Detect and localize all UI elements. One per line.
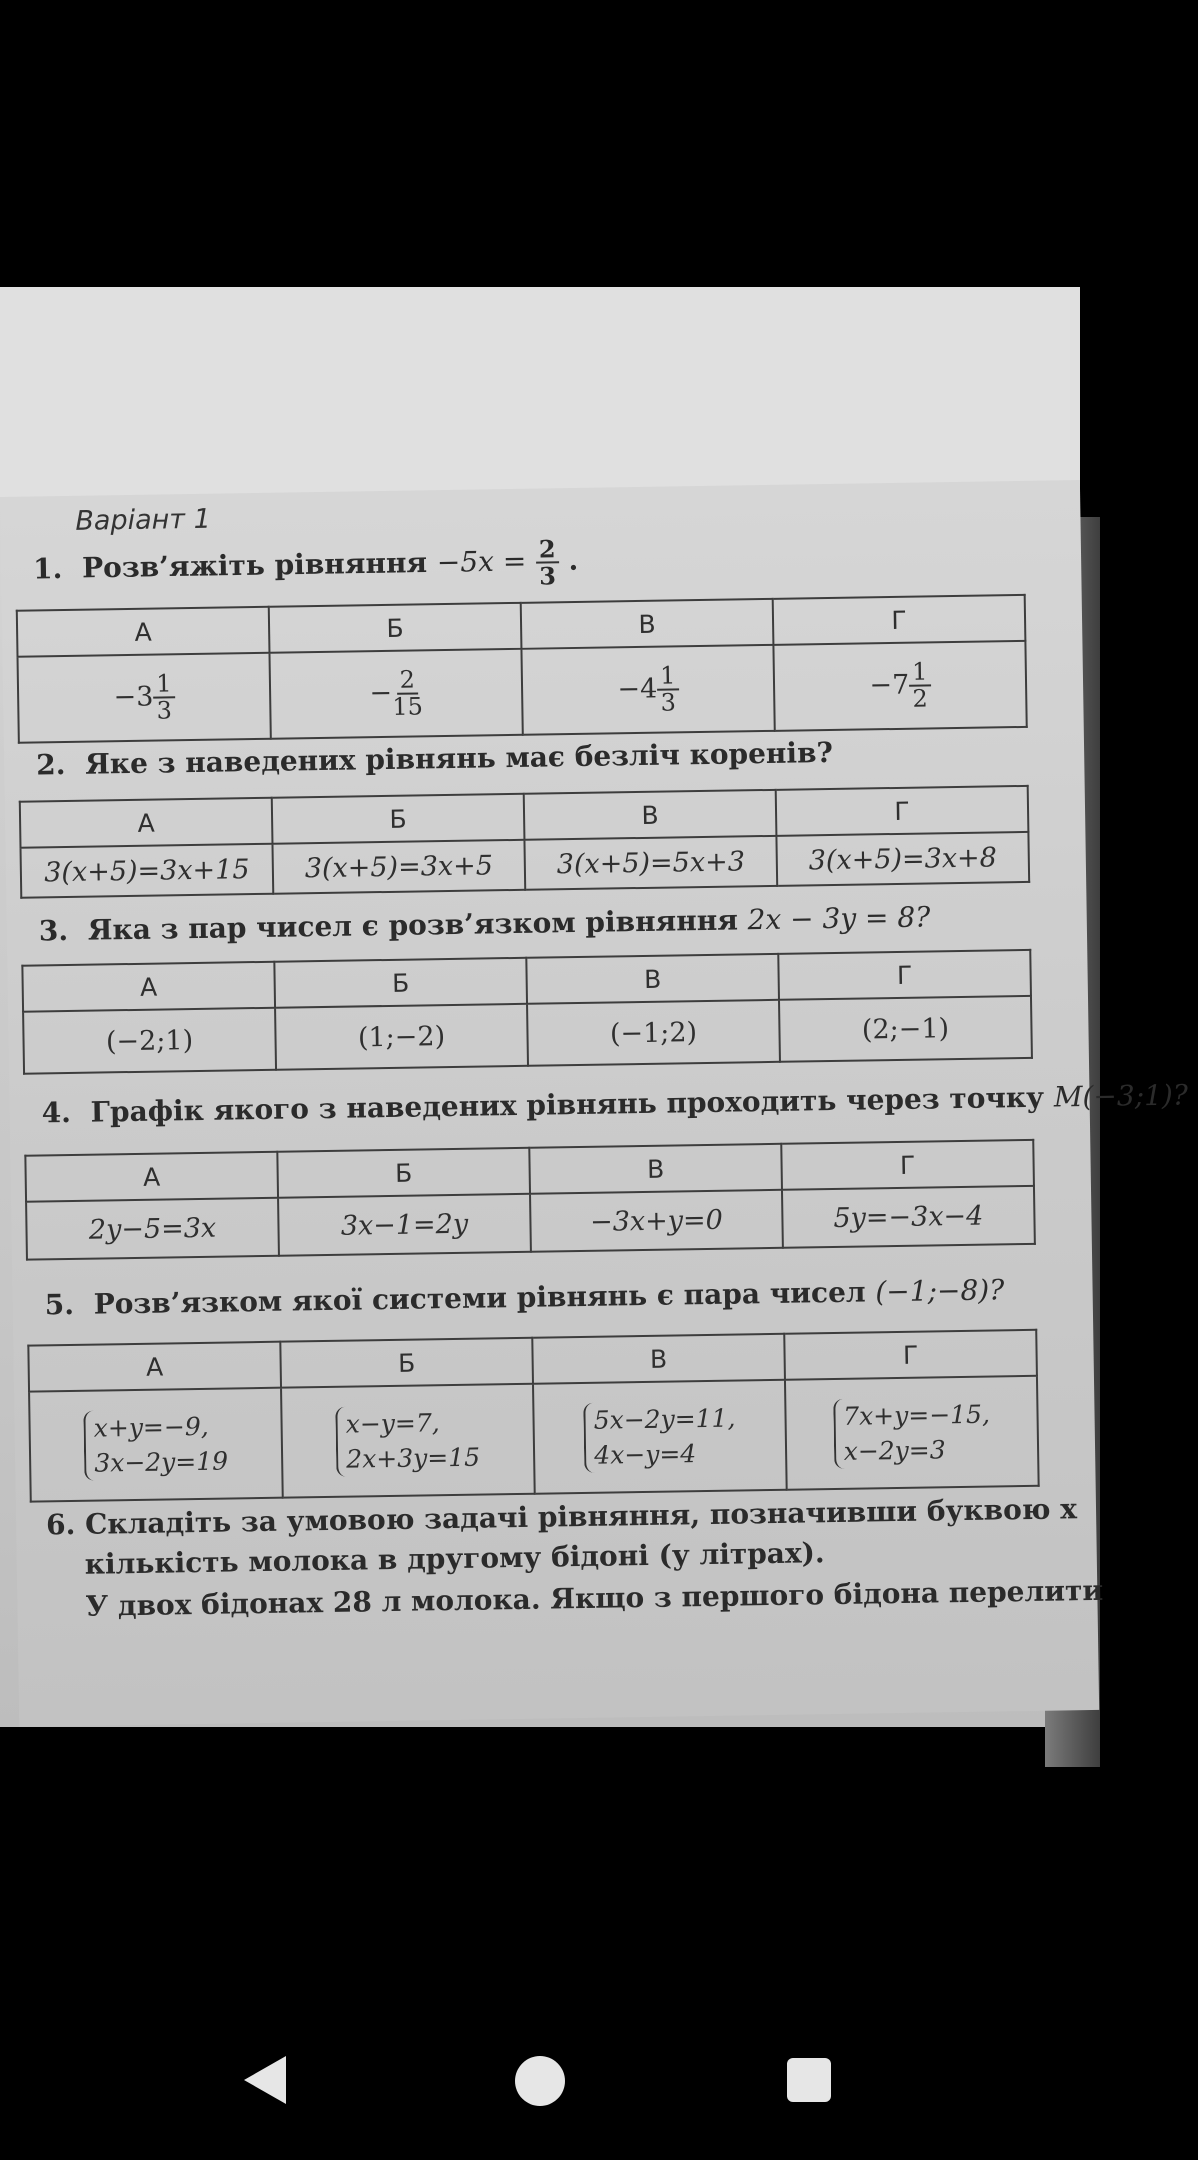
question-number: 3. (38, 913, 69, 948)
answer-table-2 (19, 785, 1030, 899)
option-header: Г (773, 595, 1026, 645)
question-text: Розв’яжіть рівняння (81, 545, 428, 585)
question-4 (41, 1078, 1188, 1129)
photo-area (0, 287, 1189, 1727)
question-math: M(−3;1)? (1053, 1078, 1189, 1114)
answer-option: 3(x+5)=3x+15 (21, 844, 274, 898)
answer-option: (1;−2) (275, 1004, 528, 1070)
option-header: Б (277, 1148, 530, 1198)
question-5 (44, 1273, 1004, 1321)
option-header: Г (778, 950, 1031, 1000)
equation-system: x−y=7, 2x+3y=15 (335, 1405, 480, 1477)
equation-system: 7x+y=−15, x−2y=3 (833, 1397, 991, 1469)
question-math: 2x − 3y = 8? (747, 900, 931, 937)
answer-option (29, 1388, 283, 1502)
question-text: Яке з наведених рівнянь має безліч коренів? (84, 735, 834, 781)
answer-option: (−2;1) (23, 1008, 276, 1074)
question-number: 2. (35, 748, 66, 782)
question-math: −5x = (436, 544, 527, 579)
option-header: Б (274, 958, 527, 1008)
question-math: (−1;−8)? (875, 1273, 1005, 1309)
option-header: Б (272, 794, 525, 844)
option-header: В (532, 1334, 785, 1384)
recent-apps-icon[interactable] (787, 2058, 831, 2102)
answer-option: (2;−1) (779, 996, 1032, 1062)
answer-option: 3x−1=2y (278, 1194, 531, 1256)
answer-table-5 (27, 1329, 1039, 1503)
option-header: А (28, 1342, 281, 1392)
question-number: 5. (44, 1287, 75, 1322)
option-header: Б (280, 1338, 533, 1388)
answer-option (785, 1376, 1039, 1490)
background-surface (0, 287, 1080, 497)
question-1: 1. Розв’яжіть рівняння −5x = $\frac{2}{3}$ . (32, 534, 579, 591)
textbook-page (0, 480, 1189, 1727)
answer-option: 5y=−3x−4 (782, 1186, 1035, 1248)
answer-option: 3(x+5)=3x+8 (776, 832, 1029, 886)
answer-option: − $\frac{2}{15}$ (269, 649, 522, 739)
option-header: В (526, 954, 779, 1004)
answer-table-1 (16, 594, 1028, 744)
question-text: Графік якого з наведених рівнянь проходить через точку (90, 1080, 1045, 1129)
option-header: А (25, 1152, 278, 1202)
option-header: В (529, 1144, 782, 1194)
answer-table-4 (24, 1139, 1036, 1261)
option-header: Г (781, 1140, 1034, 1190)
answer-table-3 (21, 949, 1033, 1075)
question-fraction: $\frac{2}{3}$ (536, 536, 560, 589)
question-text: Яка з пар чисел є розв’язком рівняння (87, 903, 739, 947)
option-header: В (521, 599, 774, 649)
answer-option: −7 $\frac{1}{2}$ (773, 641, 1026, 731)
answer-option: (−1;2) (527, 1000, 780, 1066)
question-6-line-3: У двох бідонах 28 л молока. Якщо з першого бідона перелити (85, 1573, 1104, 1623)
answer-option: −4 $\frac{1}{3}$ (521, 645, 774, 735)
equation-system: x+y=−9, 3x−2y=19 (83, 1409, 228, 1481)
answer-option: 2y−5=3x (26, 1198, 279, 1260)
answer-option (281, 1384, 535, 1498)
question-6-line-1: 6. Складіть за умовою задачі рівняння, позначивши буквою x (45, 1492, 1078, 1542)
answer-option: −3 $\frac{1}{3}$ (18, 653, 271, 743)
answer-option (533, 1380, 787, 1494)
question-text: Розв’язком якої системи рівнянь є пара чисел (93, 1275, 866, 1321)
answer-option: 3(x+5)=3x+5 (272, 840, 525, 894)
variant-title: Варіант 1 (75, 503, 212, 537)
option-header: А (22, 962, 275, 1012)
option-header: В (524, 790, 777, 840)
answer-option: 3(x+5)=5x+3 (524, 836, 777, 890)
equation-system: 5x−2y=11, 4x−y=4 (583, 1401, 736, 1473)
question-number: 1. (32, 551, 63, 586)
option-header: А (20, 798, 273, 848)
question-2 (36, 736, 833, 782)
option-header: Б (269, 603, 522, 653)
option-header: А (17, 607, 270, 657)
question-6-line-2: кількість молока в другому бідоні (у літрах). (84, 1536, 825, 1581)
question-number: 4. (41, 1095, 72, 1130)
option-header: Г (776, 786, 1029, 836)
home-icon[interactable] (515, 2056, 565, 2106)
back-icon[interactable] (244, 2056, 286, 2104)
question-3 (39, 900, 931, 947)
answer-option: −3x+y=0 (530, 1190, 783, 1252)
option-header: Г (784, 1330, 1037, 1380)
